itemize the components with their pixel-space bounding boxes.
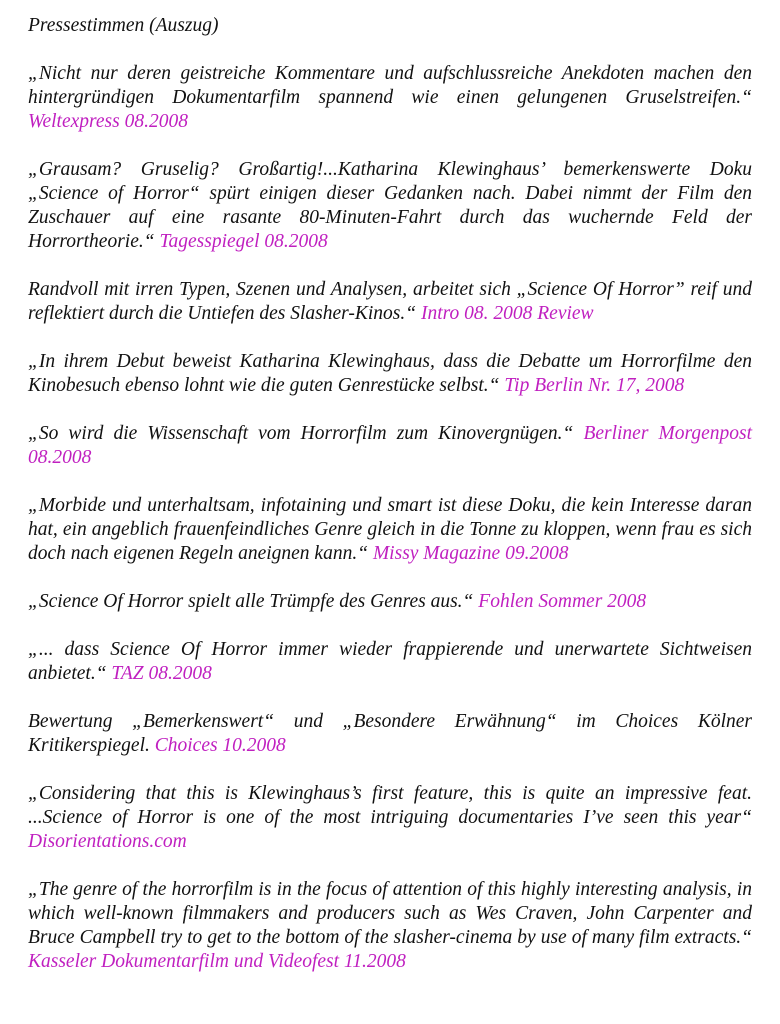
- quote-text: „The genre of the horrorfilm is in the focus of attention of this highly interesting analysis, in which well-known filmmakers and producers such as Wes Craven, John Carpenter and Bruce Campbell try to get to the bottom of the slasher-cinema by use of many film extracts.“: [28, 879, 752, 948]
- press-quote: [28, 350, 752, 398]
- quote-text: Bewertung „Bemerkenswert“ und „Besondere Erwähnung“ im Choices Kölner Kritikerspiegel.: [28, 711, 752, 756]
- press-quote: [28, 422, 752, 470]
- press-quotes-document: [28, 14, 752, 998]
- press-quote: [28, 590, 752, 614]
- press-quote: [28, 158, 752, 254]
- quote-text: „Grausam? Gruselig? Großartig!...Katharina Klewinghaus’ bemerkenswerte Doku „Science of Horror“ spürt einigen dieser Gedanken nach. Dabei nimmt der Film den Zuschauer auf eine rasante 80-Minuten-Fahrt durch das wuchernde Feld der Horrortheorie.“: [28, 159, 752, 252]
- quote-text: „Nicht nur deren geistreiche Kommentare und aufschlussreiche Anekdoten machen den hintergründigen Dokumentarfilm spannend wie einen gelungenen Gruselstreifen.“: [28, 63, 752, 108]
- quote-source: Choices 10.2008: [154, 735, 286, 756]
- quote-source: Weltexpress 08.2008: [28, 111, 188, 132]
- quote-source: Tip Berlin Nr. 17, 2008: [504, 375, 685, 396]
- quote-text: „So wird die Wissenschaft vom Horrorfilm zum Kinovergnügen.“: [28, 423, 584, 444]
- quote-text: Randvoll mit irren Typen, Szenen und Analysen, arbeitet sich „Science Of Horror” reif und reflektiert durch die Untiefen des Slasher-Kinos.“: [28, 279, 752, 324]
- quote-text: „... dass Science Of Horror immer wieder frappierende und unerwartete Sichtweisen anbietet.“: [28, 639, 752, 684]
- quote-source: Berliner Morgenpost 08.2008: [28, 423, 752, 468]
- press-quote: [28, 782, 752, 854]
- press-quote: [28, 878, 752, 974]
- quote-source: Disorientations.com: [28, 831, 187, 852]
- page-heading: Pressestimmen (Auszug): [28, 15, 219, 36]
- quote-source: Intro 08. 2008 Review: [420, 303, 594, 324]
- quote-source: Fohlen Sommer 2008: [478, 591, 647, 612]
- quote-text: „In ihrem Debut beweist Katharina Klewinghaus, dass die Debatte um Horrorfilme den Kinobesuch ebenso lohnt wie die guten Genrestücke selbst.“: [28, 351, 752, 396]
- press-quote: [28, 638, 752, 686]
- press-quote: [28, 62, 752, 134]
- quote-text: „Morbide und unterhaltsam, infotaining und smart ist diese Doku, die kein Interesse daran hat, ein angeblich frauenfeindliches Genre gleich in die Tonne zu kloppen, wenn frau es sich doch nach eigenen Regeln aneignen kann.“: [28, 495, 752, 564]
- press-quote: [28, 710, 752, 758]
- press-quote: [28, 278, 752, 326]
- quote-source: TAZ 08.2008: [111, 663, 212, 684]
- quote-source: Missy Magazine 09.2008: [372, 543, 569, 564]
- press-quote: [28, 494, 752, 566]
- quote-source: Tagesspiegel 08.2008: [159, 231, 328, 252]
- quote-text: „Science Of Horror spielt alle Trümpfe des Genres aus.“: [28, 591, 479, 612]
- quote-text: „Considering that this is Klewinghaus’s first feature, this is quite an impressive feat. ...Science of Horror is one of the most intriguing documentaries I’ve seen this year“: [28, 783, 752, 828]
- quote-source: Kasseler Dokumentarfilm und Videofest 11.2008: [28, 951, 406, 972]
